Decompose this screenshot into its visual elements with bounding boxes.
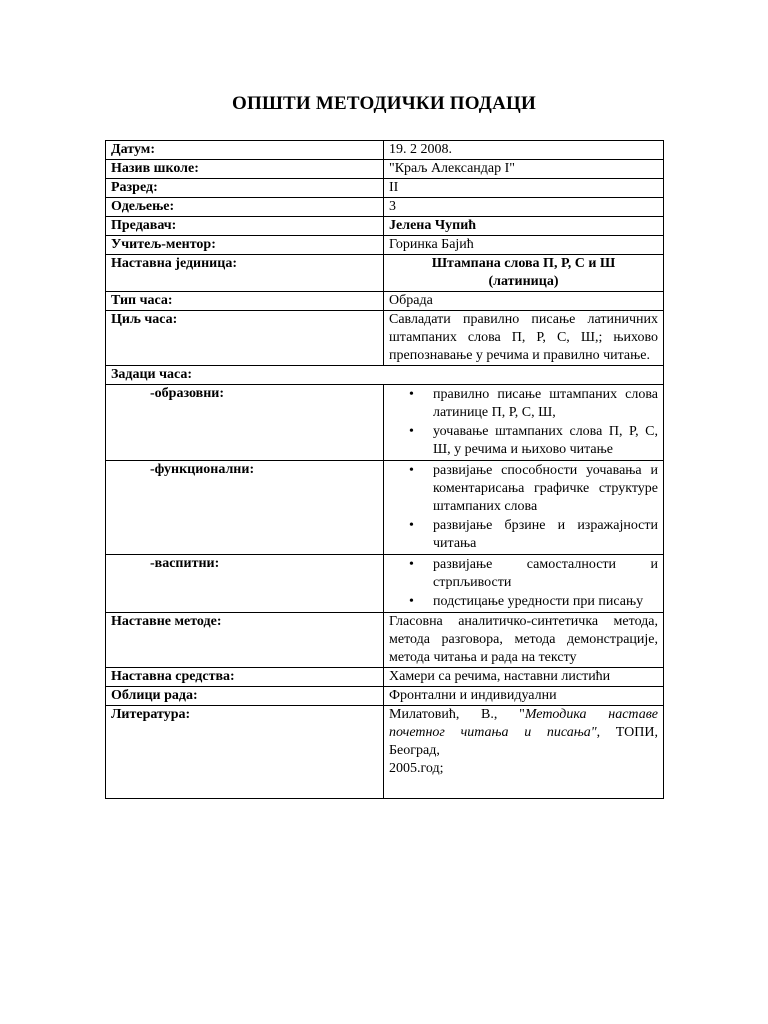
list-item: • уочавање штампаних слова П, Р, С, Ш, у речима и њихово читање <box>433 423 658 459</box>
forms-label: Облици рада: <box>106 687 384 706</box>
unit-value <box>384 255 664 292</box>
row-literature <box>106 706 664 799</box>
methods-label: Наставне методе: <box>106 613 384 668</box>
list-item: • правилно писање штампаних слова латинице П, Р, С, Ш, <box>433 386 658 422</box>
literature-book-title: Методика наставе почетног читања и писања" <box>389 707 658 740</box>
means-value: Хамери са речима, наставни листићи <box>384 668 664 687</box>
grade-label: Разред: <box>106 179 384 198</box>
forms-value: Фронтални и индивидуални <box>384 687 664 706</box>
row-educational <box>106 385 664 461</box>
functional-list <box>389 462 658 553</box>
literature-label: Литература: <box>106 706 384 799</box>
literature-spacer <box>389 778 658 798</box>
literature-year: 2005.год; <box>389 761 444 776</box>
section-label: Одељење: <box>106 198 384 217</box>
teacher-label: Предавач: <box>106 217 384 236</box>
row-means <box>106 668 664 687</box>
row-functional <box>106 461 664 555</box>
lesson-data-table <box>105 140 664 799</box>
mentor-label: Учитељ-ментор: <box>106 236 384 255</box>
means-label: Наставна средства: <box>106 668 384 687</box>
upbringing-value <box>384 555 664 613</box>
literature-publisher: , ТОПИ, Београд, <box>389 725 658 758</box>
goal-label: Циљ часа: <box>106 311 384 366</box>
list-item: • развијање самосталности и стрпљивости <box>433 556 658 592</box>
methods-value: Гласовна аналитичко-синтетичка метода, метода разговора, метода демонстрације, метода читања и рада на тексту <box>384 613 664 668</box>
educational-label: -образовни: <box>106 385 384 461</box>
row-methods <box>106 613 664 668</box>
section-value: 3 <box>384 198 664 217</box>
list-item: • развијање способности уочавања и коментарисања графичке структуре штампаних слова <box>433 462 658 516</box>
row-school <box>106 160 664 179</box>
literature-value <box>384 706 664 799</box>
school-value: "Краљ Александар I" <box>384 160 664 179</box>
literature-citation <box>389 706 658 760</box>
goal-value: Савладати правилно писање латиничних штампаних слова П, Р, С, Ш,; њихово препознавање у речима и правилно читање. <box>384 311 664 366</box>
grade-value: II <box>384 179 664 198</box>
row-unit <box>106 255 664 292</box>
lesson-type-value: Обрада <box>384 292 664 311</box>
unit-label: Наставна јединица: <box>106 255 384 292</box>
row-goal <box>106 311 664 366</box>
row-lesson-type <box>106 292 664 311</box>
unit-value-line1: Штампана слова П, Р, С и Ш <box>431 256 616 271</box>
teacher-value: Јелена Чупић <box>384 217 664 236</box>
educational-value <box>384 385 664 461</box>
mentor-value: Горинка Бајић <box>384 236 664 255</box>
upbringing-label: -васпитни: <box>106 555 384 613</box>
row-mentor <box>106 236 664 255</box>
functional-label: -функционални: <box>106 461 384 555</box>
row-tasks <box>106 366 664 385</box>
list-item: • подстицање уредности при писању <box>433 593 658 611</box>
upbringing-list <box>389 556 658 611</box>
tasks-label: Задаци часа: <box>106 366 664 385</box>
functional-value <box>384 461 664 555</box>
document-title: ОПШТИ МЕТОДИЧКИ ПОДАЦИ <box>232 93 536 114</box>
unit-value-line2: (латиница) <box>488 274 559 289</box>
date-value: 19. 2 2008. <box>384 141 664 160</box>
row-date <box>106 141 664 160</box>
row-teacher <box>106 217 664 236</box>
date-label: Датум: <box>106 141 384 160</box>
school-label: Назив школе: <box>106 160 384 179</box>
educational-list <box>389 386 658 459</box>
row-grade <box>106 179 664 198</box>
lesson-type-label: Тип часа: <box>106 292 384 311</box>
row-section <box>106 198 664 217</box>
list-item: • развијање брзине и изражајности читања <box>433 517 658 553</box>
literature-author: Милатовић, В., " <box>389 707 525 722</box>
row-upbringing <box>106 555 664 613</box>
row-forms <box>106 687 664 706</box>
